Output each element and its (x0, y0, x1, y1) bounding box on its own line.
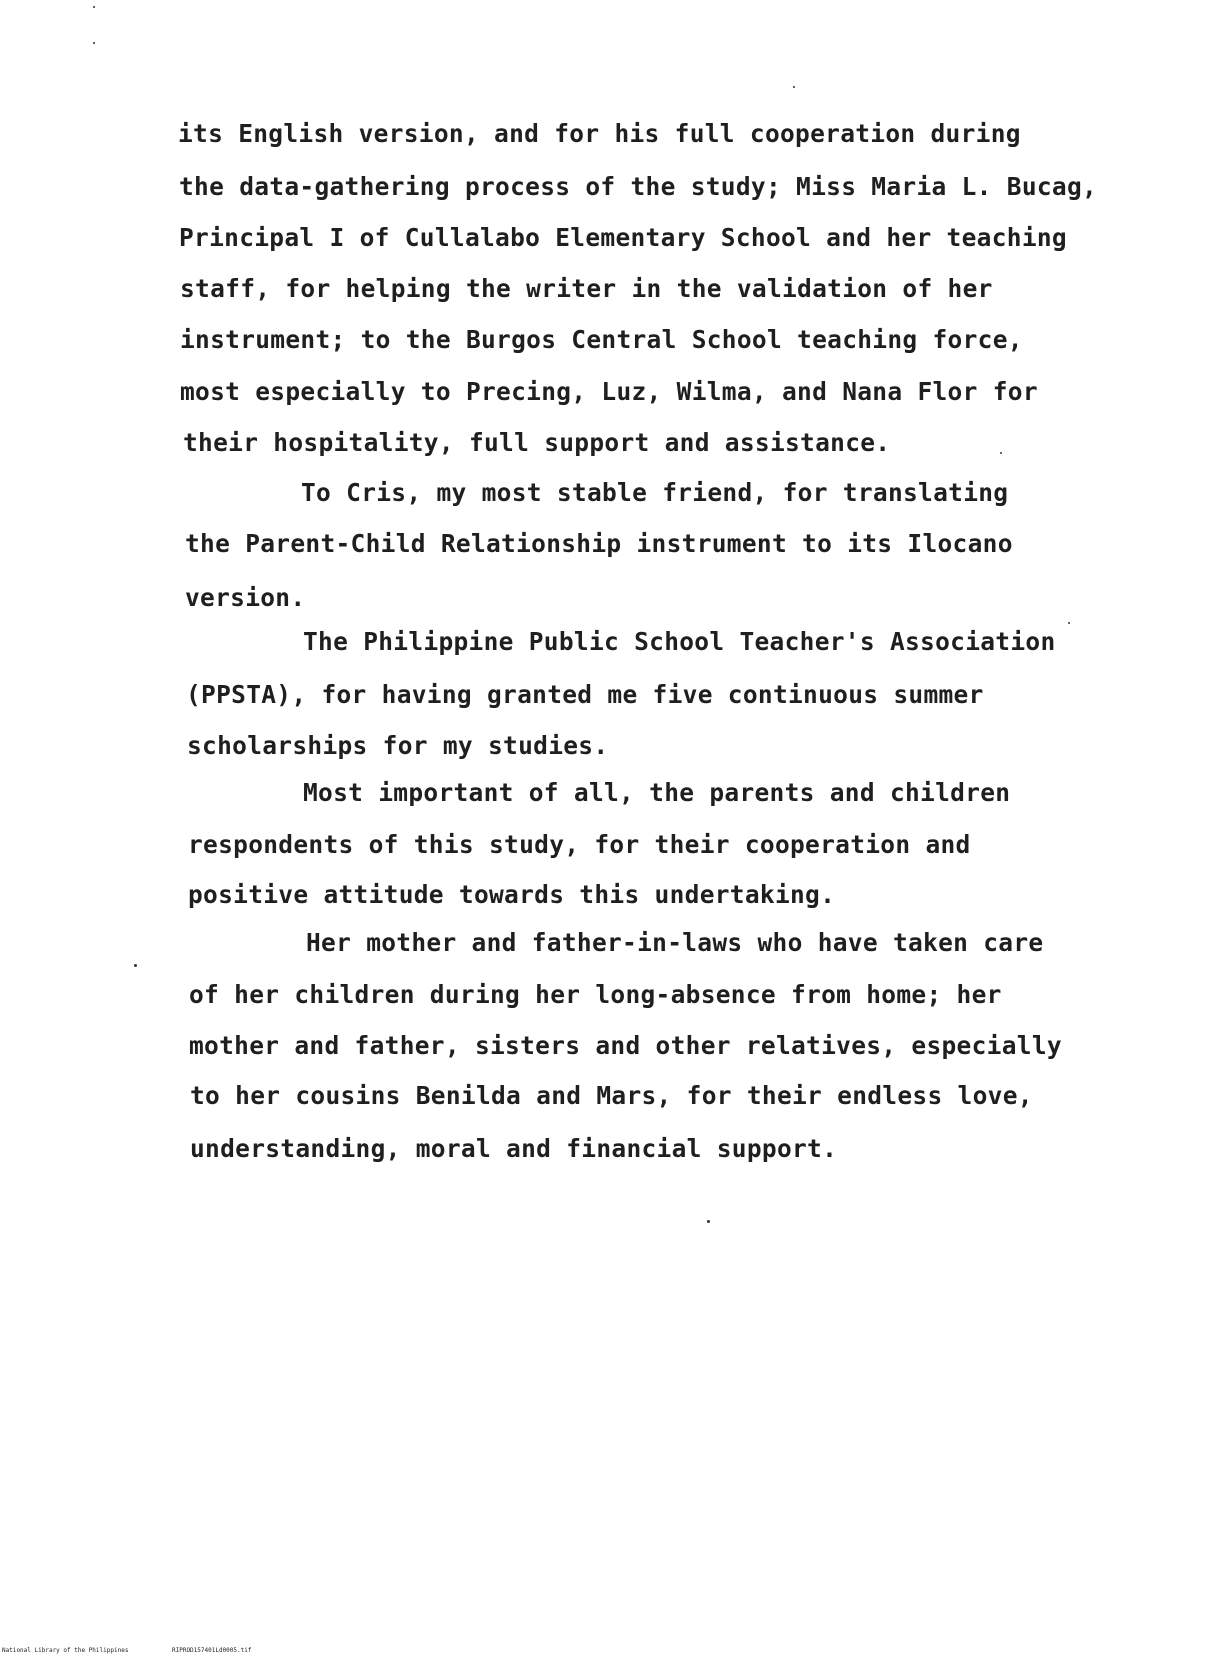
text-line: Most important of all, the parents and children (303, 778, 1011, 807)
scan-speck (134, 964, 137, 967)
footer-library: National Library of the Philippines (2, 1647, 129, 1654)
scan-speck (1068, 622, 1070, 624)
text-line: the Parent-Child Relationship instrument to its Ilocano (185, 529, 1013, 558)
scan-speck (793, 86, 795, 88)
text-line: most especially to Precing, Luz, Wilma, and Nana Flor for (180, 377, 1038, 406)
text-line: mother and father, sisters and other relatives, especially (189, 1031, 1062, 1060)
scan-speck (93, 6, 95, 8)
text-line: Her mother and father-in-laws who have taken care (306, 928, 1044, 957)
text-line: its English version, and for his full cooperation during (178, 119, 1021, 148)
text-line: instrument; to the Burgos Central School teaching force, (180, 325, 1023, 354)
text-line: Principal I of Cullalabo Elementary School and her teaching (179, 223, 1067, 252)
scan-speck (707, 1220, 710, 1223)
scan-speck (93, 42, 95, 44)
text-line: (PPSTA), for having granted me five continuous summer (186, 680, 984, 709)
text-line: version. (185, 583, 306, 612)
text-line: their hospitality, full support and assistance. (183, 428, 891, 457)
text-line: respondents of this study, for their cooperation and (188, 830, 971, 859)
text-line: the data-gathering process of the study; Miss Maria L. Bucag, (179, 172, 1098, 201)
text-line: To Cris, my most stable friend, for translating (301, 478, 1009, 507)
text-line: of her children during her long-absence from home; her (189, 980, 1002, 1009)
footer-filename: RIPROD157401Ld0005.tif (172, 1647, 252, 1654)
scan-speck (1000, 452, 1002, 454)
text-line: to her cousins Benilda and Mars, for their endless love, (190, 1081, 1033, 1110)
text-line: positive attitude towards this undertaking. (188, 880, 836, 909)
text-line: understanding, moral and financial support. (190, 1134, 838, 1163)
text-line: scholarships for my studies. (187, 731, 609, 760)
text-line: The Philippine Public School Teacher's Association (303, 627, 1056, 656)
text-line: staff, for helping the writer in the validation of her (180, 274, 993, 303)
